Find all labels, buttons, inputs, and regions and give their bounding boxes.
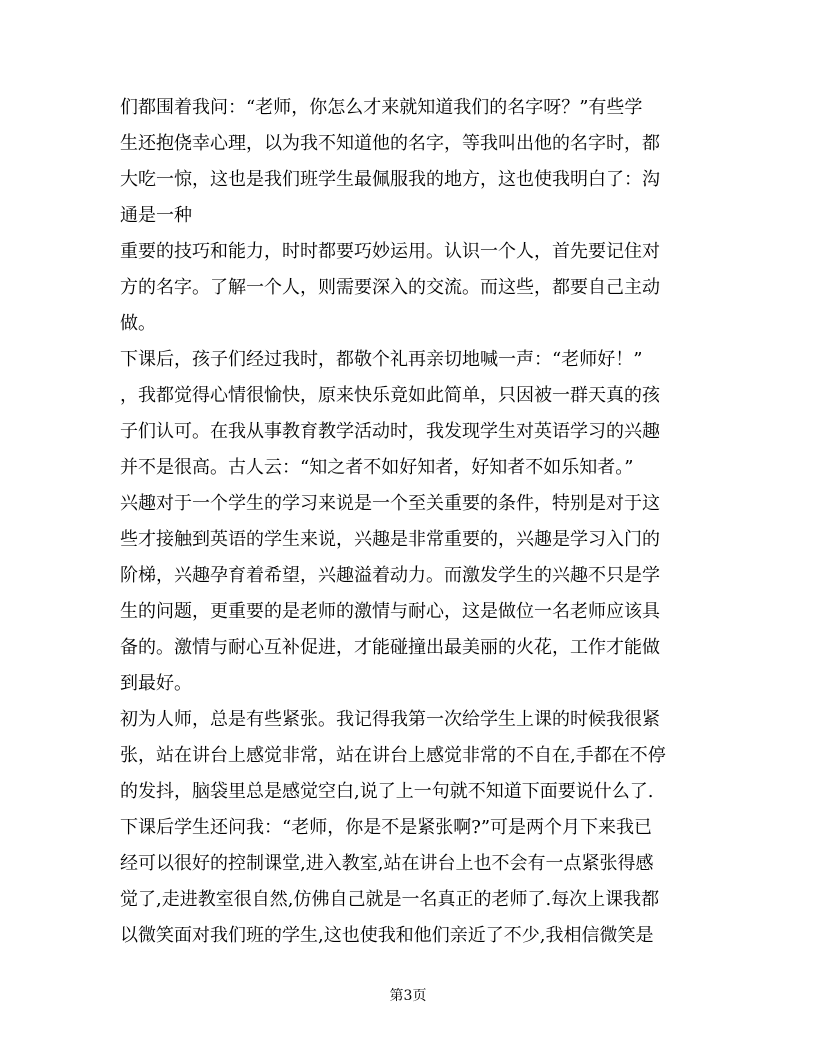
text-line: 重要的技巧和能力，时时都要巧妙运用。认识一个人，首先要记住对 [120, 241, 660, 262]
page-number: 第3页 [389, 988, 427, 1004]
text-line: 并不是很高。古人云：“知之者不如好知者，好知者不如乐知者。” [120, 457, 634, 478]
text-line: 张，站在讲台上感觉非常，站在讲台上感觉非常的不自在,手都在不停 [120, 745, 666, 766]
text-line: 下课后学生还问我：“老师，你是不是紧张啊?”可是两个月下来我已 [120, 817, 653, 838]
text-line: 初为人师，总是有些紧张。我记得我第一次给学生上课的时候我很紧 [120, 709, 660, 730]
text-line: 子们认可。在我从事教育教学活动时，我发现学生对英语学习的兴趣 [120, 421, 660, 442]
text-line: 下课后，孩子们经过我时，都敬个礼再亲切地喊一声：“老师好！” [120, 349, 643, 370]
text-line: 通是一种 [120, 205, 192, 226]
text-line: 生的问题，更重要的是老师的激情与耐心，这是做位一名老师应该具 [120, 601, 660, 622]
text-line: 生还抱侥幸心理，以为我不知道他的名字，等我叫出他的名字时，都 [120, 133, 660, 154]
text-line: 经可以很好的控制课堂,进入教室,站在讲台上也不会有一点紧张得感 [120, 853, 654, 874]
text-line: 觉了,走进教室很自然,仿佛自己就是一名真正的老师了.每次上课我都 [120, 889, 660, 910]
text-line: 们都围着我问：“老师，你怎么才来就知道我们的名字呀？”有些学 [120, 97, 643, 118]
text-line: 方的名字。了解一个人，则需要深入的交流。而这些，都要自己主动 [120, 277, 660, 298]
text-line: 做。 [120, 313, 156, 334]
text-line: ，我都觉得心情很愉快，原来快乐竟如此简单，只因被一群天真的孩 [120, 385, 660, 406]
text-line: 到最好。 [120, 673, 192, 694]
text-line: 些才接触到英语的学生来说，兴趣是非常重要的，兴趣是学习入门的 [120, 529, 660, 550]
text-line: 以微笑面对我们班的学生,这也使我和他们亲近了不少,我相信微笑是 [120, 925, 654, 946]
text-line: 的发抖，脑袋里总是感觉空白,说了上一句就不知道下面要说什么了. [120, 781, 654, 802]
text-line: 备的。激情与耐心互补促进，才能碰撞出最美丽的火花，工作才能做 [120, 637, 660, 658]
text-line: 阶梯，兴趣孕育着希望，兴趣溢着动力。而激发学生的兴趣不只是学 [120, 565, 660, 586]
text-line: 大吃一惊，这也是我们班学生最佩服我的地方，这也使我明白了：沟 [120, 169, 660, 190]
text-line: 兴趣对于一个学生的学习来说是一个至关重要的条件，特别是对于这 [120, 493, 660, 514]
document-body [120, 90, 698, 954]
